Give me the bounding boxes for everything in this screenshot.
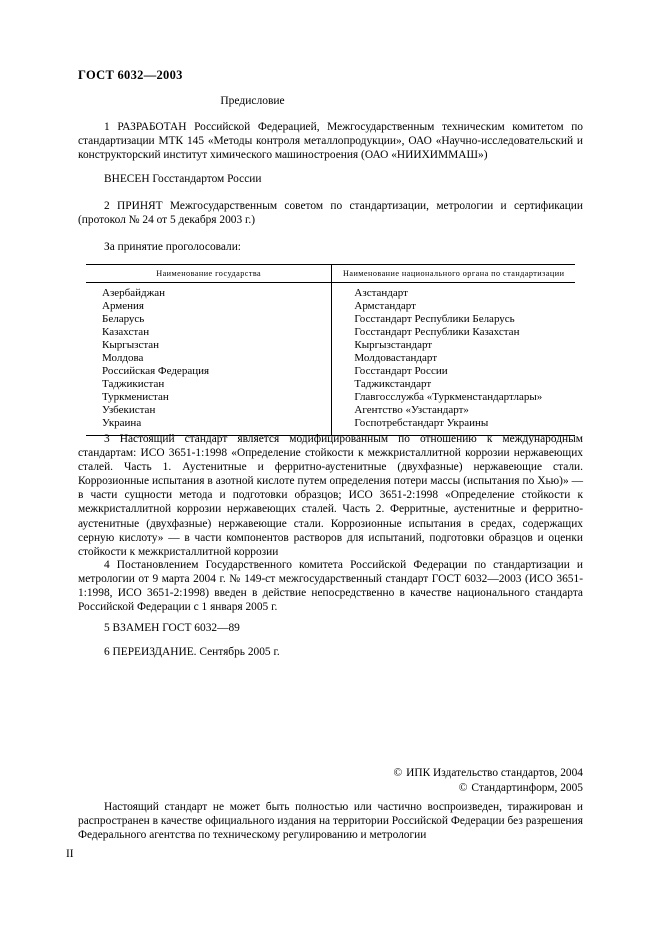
clause-2-text: 2 ПРИНЯТ Межгосударственным советом по стандартизации, метрологии и сертификации (протокол № 24 от 5 декабря 2003 г.) [78, 200, 583, 227]
clause-1 [78, 120, 583, 162]
states-table-wrapper [86, 264, 575, 436]
list-item: Госстандарт Республики Казахстан [354, 326, 520, 339]
list-item: Молдовастандарт [354, 352, 438, 365]
list-item: Казахстан [102, 326, 150, 339]
clause-3-text: 3 Настоящий стандарт является модифицированным по отношению к международным стандартам: ИСО 3651-1:1998 «Определение стойкости к межкристаллитной коррозии нержавеющих сталей. Часть 1. Аустенитные и ферритно-аустенитные (двухфазные) нержавеющие стали. Коррозионные испытания в азотной кислоте путем определения потери массы (испытания по Хью)» — в части сущности метода и подготовки образцов; ИСО 3651-2:1998 «Определение стойкости к межкристаллитной коррозии нержавеющих сталей. Часть 2. Ферритные, аустенитные и ферритно-аустенитные (двухфазные) нержавеющие стали. Коррозионные испытания в средах, содержащих серную кислоту» — в части компонентов растворов для испытаний, подготовки образцов и оценки стойкости к межкристаллитной коррозии [78, 433, 583, 558]
clause-2 [78, 199, 583, 227]
list-item: Беларусь [102, 313, 145, 326]
standard-number: ГОСТ 6032—2003 [78, 68, 183, 82]
list-item: Госстандарт Республики Беларусь [354, 313, 515, 326]
list-item: Агентство «Узстандарт» [354, 404, 469, 417]
copyright-line-1-text: ИПК Издательство стандартов, 2004 [406, 767, 583, 779]
vote-intro [78, 240, 583, 254]
table-header-row [86, 265, 575, 283]
clause-4-text: 4 Постановлением Государственного комитета Российской Федерации по стандартизации и метрологии от 9 марта 2004 г. № 149-ст межгосударственный стандарт ГОСТ 6032—2003 (ИСО 3651-1:1998, ИСО 3651-2:1998) введен в действие непосредственно в качестве национального стандарта Российской Федерации с 1 января 2005 г. [78, 559, 583, 614]
states-table-head [86, 265, 575, 283]
list-item: Азстандарт [354, 287, 408, 299]
list-item: Кыргызстан [102, 339, 160, 352]
copyright-icon: © [458, 781, 468, 794]
states-column [86, 283, 332, 436]
clause-6 [78, 645, 583, 659]
list-item: Российская Федерация [102, 365, 210, 378]
page-number: II [66, 848, 74, 860]
states-table-body [86, 283, 575, 436]
states-table [86, 264, 575, 436]
copyright-line-2-text: Стандартинформ, 2005 [471, 781, 583, 794]
page-title: Предисловие [220, 95, 285, 107]
clause-5-text: 5 ВЗАМЕН ГОСТ 6032—89 [104, 622, 240, 634]
list-item: Молдова [102, 352, 144, 365]
bodies-column [332, 283, 575, 436]
clause-vnesen-text: ВНЕСЕН Госстандартом России [104, 173, 262, 185]
clause-4 [78, 558, 583, 614]
list-item: Туркменистан [102, 391, 169, 404]
list-item: Таджикстандарт [354, 378, 432, 391]
clause-6-text: 6 ПЕРЕИЗДАНИЕ. Сентябрь 2005 г. [104, 646, 280, 658]
list-item: Главгосслужба «Туркменстандартлары» [354, 391, 543, 404]
clause-vnesen [78, 172, 583, 186]
copyright-icon: © [393, 767, 403, 779]
list-item: Таджикистан [102, 378, 165, 391]
list-item: Кыргызстандарт [354, 339, 433, 352]
clause-5 [78, 621, 583, 635]
list-item: Армения [102, 300, 144, 313]
copyright-line-2 [78, 781, 583, 796]
column-header-body: Наименование национального органа по стандартизации [332, 265, 575, 283]
list-item: Госпотребстандарт Украины [354, 417, 489, 430]
clause-3 [78, 432, 583, 559]
column-header-state: Наименование государства [86, 265, 332, 283]
copyright-block [78, 766, 583, 795]
clause-1-text: 1 РАЗРАБОТАН Российской Федерацией, Межгосударственным техническим комитетом по стандартизации МТК 145 «Методы контроля металлопродукции», ОАО «Научно-исследовательский и конструкторский институт химического машиностроения (ОАО «НИИХИММАШ») [78, 121, 583, 162]
list-item: Узбекистан [102, 404, 156, 417]
list-item: Украина [102, 417, 142, 430]
copyright-line-1 [78, 766, 583, 781]
table-row [86, 283, 575, 436]
list-item: Армстандарт [354, 300, 416, 313]
list-item: Азербайджан [102, 287, 166, 299]
list-item: Госстандарт России [354, 365, 448, 378]
vote-intro-text: За принятие проголосовали: [104, 241, 241, 253]
reproduction-notice: Настоящий стандарт не может быть полностью или частично воспроизведен, тиражирован и распространен в качестве официального издания на территории Российской Федерации без разрешения Федерального агентства по техническому регулированию и метрологии [78, 801, 583, 842]
